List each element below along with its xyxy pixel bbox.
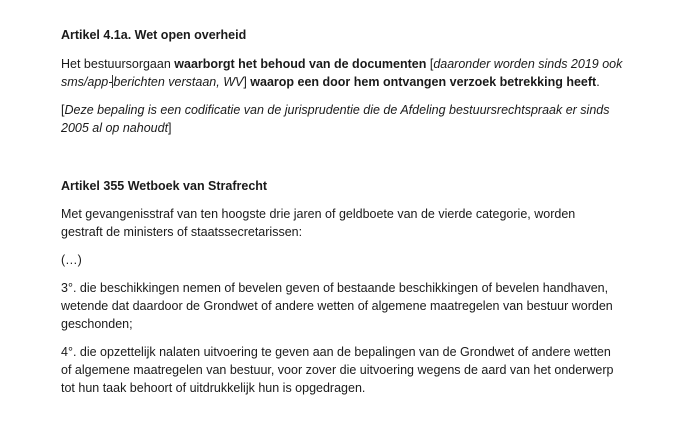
text-segment: Het bestuursorgaan (61, 57, 175, 71)
document-page (61, 26, 661, 397)
paragraph-ellipsis: (…) (61, 253, 82, 267)
text-line: 3°. die beschikkingen nemen of bevelen geven of bestaande beschikkingen of bevelen handhaven, (61, 281, 609, 295)
text-line: of algemene maatregelen van bestuur, voor zover die uitvoering wegens de aard van het onderwerp (61, 363, 614, 377)
italic-text-segment: Deze bepaling is een codificatie van de jurisprudentie die de Afdeling bestuursrechtspraak er sinds (64, 103, 610, 117)
italic-text-segment: berichten verstaan, WV (113, 75, 244, 89)
text-line: 4°. die opzettelijk nalaten uitvoering te geven aan de bepalingen van de Grondwet of andere wetten (61, 345, 611, 359)
text-segment: ] (243, 75, 251, 89)
text-line: gestraft de ministers of staatssecretarissen: (61, 225, 303, 239)
bracket-open: [ (61, 103, 65, 117)
italic-text-segment: sms/app- (61, 75, 113, 89)
text-line: tot hun taak behoort of uitdrukkelijk hun is opgedragen. (61, 381, 366, 395)
article-heading-wetboek-van-strafrecht: Artikel 355 Wetboek van Strafrecht (61, 179, 268, 193)
paragraph-intro (61, 205, 661, 241)
paragraph-item-4 (61, 343, 661, 397)
text-line: geschonden; (61, 317, 133, 331)
paragraph-wet-open-overheid (61, 55, 661, 91)
text-segment: [ (426, 57, 434, 71)
text-line: Met gevangenisstraf van ten hoogste drie jaren of geldboete van de vierde categorie, worden (61, 207, 576, 221)
bold-text-segment: waarop een door hem ontvangen verzoek betrekking heeft (250, 75, 597, 89)
bracket-close: ] (168, 121, 172, 135)
paragraph-item-3 (61, 279, 661, 333)
italic-text-segment: 2005 al op nahoudt (61, 121, 169, 135)
bold-text-segment: waarborgt het behoud van de documenten (174, 57, 427, 71)
italic-text-segment: daaronder worden sinds 2019 ook (433, 57, 623, 71)
text-segment: . (596, 75, 600, 89)
paragraph-annotation (61, 101, 661, 137)
article-heading-wet-open-overheid: Artikel 4.1a. Wet open overheid (61, 28, 247, 42)
text-line: wetende dat daardoor de Grondwet of andere wetten of algemene maatregelen van bestuur worden (61, 299, 613, 313)
